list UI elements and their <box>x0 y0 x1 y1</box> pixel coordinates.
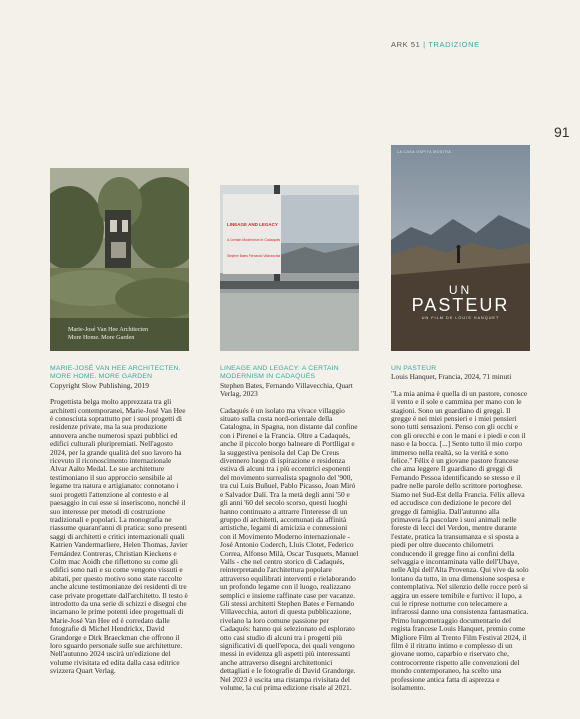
cover1-caption-line1: Marie-José Van Hee Architecten <box>68 326 149 333</box>
review-meta: Copyright Slow Publishing, 2019 <box>50 380 149 390</box>
review-body-text: "La mia anima è quella di un pastore, conosce il vento e il sole e cammina per mano con le stagioni. Sono un guardiano di greggi. Il gregge è nei miei pensieri e i miei pensieri sono tutti sensazioni. Penso con gli occhi e con gli orecchi e con le mani e i piedi e con il naso e la bocca. [...] Sento tutto il mio corpo immerso nella realtà, so la verità e sono felice." Félix è un giovane pastore francese che ama leggere Il guardiano di greggi di Fernando Pessoa identificando se stesso e il padre nelle parole dello scrittore portoghese. Siamo nel Sud-Est della Francia. Félix alleva ed accudisce con dedizione le pecore del gregge di famiglia. Dall'autunno alla primavera fa pascolare i suoi animali nelle foreste di lecci del Verdon, mentre durante l'estate, pratica la transumanza e si sposta a piedi per oltre duecento chilometri conducendo il gregge fino ai confini della selvaggia e incontaminata valle dell'Ubaye, nelle Alpi dell'Alta Provenza. Qui vive da solo lontano da tutto, in una dimensione sospesa e contemplativa. Nel silenzio delle rocce però si aggira un essere temibile e furtivo: il lupo, a cui le riprese notturne con telecamere a infrarossi danno una consistenza fantasmatica. Primo lungometraggio documentario del regista francese Louis Hanquet, premio come Migliore Film al Trento Film Festival 2024, il film è il ritratto intimo e complesso di un giovane uomo, caparbio e riservato che, controcorrente rispetto alle convenzioni del mondo contemporaneo, ha scelto una professione antica fatta di asprezza e isolamento. <box>391 388 529 693</box>
inner-book-authors: Stephen Bates Fernando Villavecchia <box>227 254 281 258</box>
book-cover-lineage-legacy <box>220 185 359 351</box>
inner-book <box>223 194 281 274</box>
review-title: MARIE-JOSÉ VAN HEE ARCHITECTEN. MORE HOME. MORE GARDEN <box>50 365 181 381</box>
poster-top-text: LA CASA OSPITA MOSTRA <box>397 150 452 154</box>
review-column-2 <box>220 365 359 692</box>
cover1-caption-line2: More Home. More Garden <box>68 333 135 341</box>
cover-photo-house-garden <box>50 168 189 351</box>
review-title: LINEAGE AND LEGACY: A CERTAIN MODERNISM IN CADAQUÉS <box>220 365 339 381</box>
section-name: TRADIZIONE <box>428 40 480 49</box>
review-body <box>220 407 359 693</box>
review-body-text: Cadaqués è un isolato ma vivace villaggio situato sulla costa nord-orientale della Catalogna, in Spagna, non distante dal confine con i Pirenei e la Francia. Oltre a Cadaqués, anche il piccolo borgo balneare di Portlligat e la suggestiva penisola del Cap De Creus divennero luogo di ispirazione e residenza estiva di alcuni tra i più eccentrici esponenti del movimento surrealista spagnolo del '900, tra cui Luis Buñuel, Pablo Picasso, Joan Miró e Salvador Dalí. Tra la metà degli anni '50 e gli anni '60 del secolo scorso, questi luoghi hanno continuato a attrarre l'interesse di un gruppo di architetti, accomunati da affinità artistiche, legami di amicizia e connessioni con il Movimento Moderno internazionale - José Antonio Coderch, Lluís Clotet, Federico Correa, Alfonso Milà, Oscar Tusquets, Manuel Valls - che nel centro storico di Cadaqués, reinterpretando l'architettura popolare attraverso equilibrati interventi e rielaborando un profondo legame con il luogo, realizzano semplici e insieme raffinate case per vacanze. Gli stessi architetti Stephen Bates e Fernando Villavecchia, autori di questa pubblicazione, rivelano la loro comune passione per Cadaqués: hanno qui selezionato ed esplorato otto casi studio di alcuni tra i progetti più significativi di quell'epoca, dei quali vengono messi in evidenza gli aspetti più interessanti anche attraverso disegni architettonici dettagliati e le fotografie di David Grandorge. Nel 2023 è uscita una ristampa rivisitata del volume, la cui prima edizione risale al 2021. <box>220 405 359 693</box>
review-column-3 <box>391 365 530 692</box>
poster-byline: UN FILM DE LOUIS HANQUET <box>421 316 500 320</box>
page-number: 91 <box>554 124 570 140</box>
review-title: UN PASTEUR <box>391 365 437 372</box>
review-meta: Louis Hanquet, Francia, 2024, 71 minuti <box>391 372 512 382</box>
review-body-text: Progettista belga molto apprezzata tra gli architetti contemporanei, Marie-José Van Hee è conosciuta soprattutto per i suoi progetti di residenze private, ma la sua produzione annovera anche numerosi spazi pubblici ed edifici culturali pluripremiati. Nell'agosto 2024, per la grande qualità del suo lavoro ha ricevuto il riconoscimento internazionale Alvar Aalto Medal. Le sue architetture testimoniano il suo approccio sensibile al legame tra natura e artigianato: connotano i suoi progetti l'attenzione al contesto e al paesaggio in cui esse si inseriscono, nonché il suo interesse per metodi di costruzione tradizionali e popolari. La monografia ne riassume quarant'anni di pratica: sono presenti saggi di architetti e critici internazionali quali Katrien Vandermarliere, Helen Thomas, Javier Fernández Contreras, Christian Kieckens e Colm mac Aoidh che riflettono su come gli edifici sono nati e su come vengono vissuti e abitati, per questo motivo sono state raccolte anche alcune testimonianze dei residenti di tre case private progettate dall'architetto. Il testo è introdotto da una serie di schizzi e disegni che incarnano le prime potenti idee progettuali di Marie-José Van Hee ed è corredato dalle fotografie di Michel Hendrickx, David Grandorge e Dirk Braeckman che offrono il loro sguardo personale sulle sue architetture. Nell'autunno 2024 uscirà un'edizione del volume rivisitata ed edita dalla casa editrice svizzera Quart Verlag. <box>50 397 188 676</box>
header-separator: | <box>423 40 426 49</box>
film-poster-un-pasteur <box>391 145 530 351</box>
poster-title-un: UN <box>448 283 473 297</box>
review-body <box>391 390 530 693</box>
inner-book-title: LINEAGE AND LEGACY <box>227 222 278 227</box>
poster-title-pasteur: PASTEUR <box>411 295 510 315</box>
inner-book-subtitle: A Certain Modernism in Cadaqués <box>227 238 281 242</box>
review-meta: Stephen Bates, Fernando Villavecchia, Quart Verlag, 2023 <box>220 380 353 399</box>
cover1-caption <box>68 326 148 341</box>
review-body <box>50 398 189 675</box>
magazine-name: ARK 51 <box>391 40 421 49</box>
book-cover-van-hee <box>50 168 189 351</box>
running-header <box>391 40 480 49</box>
poster-photo-mountains <box>391 145 530 351</box>
review-column-1 <box>50 365 189 676</box>
